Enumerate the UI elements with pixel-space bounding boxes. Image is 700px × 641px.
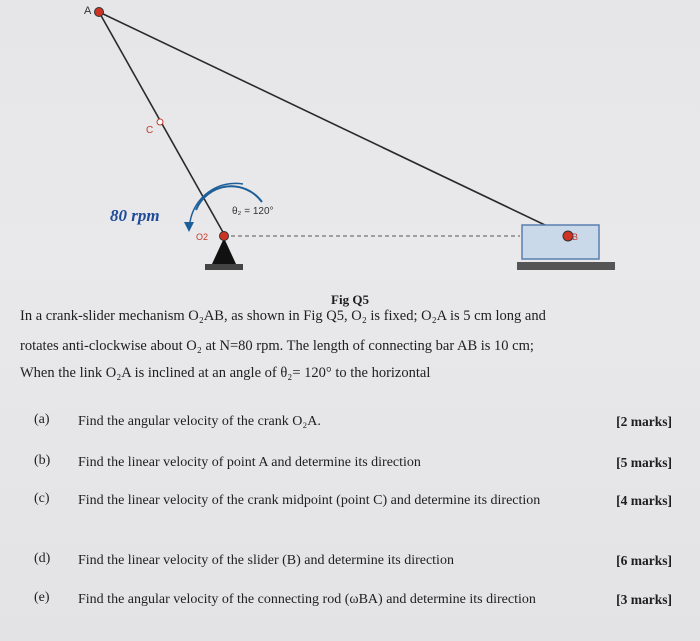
midpoint-c <box>157 119 163 125</box>
point-c-label: C <box>146 125 154 136</box>
question-e-text: Find the angular velocity of the connecting rod (ωBA) and determine its direction <box>78 592 536 607</box>
ground-pivot-icon <box>212 238 236 264</box>
question-e-marks: [3 marks] <box>616 592 672 607</box>
slider-block <box>522 225 599 259</box>
question-d-text: Find the linear velocity of the slider (B) and determine its direction <box>78 553 454 568</box>
arrow-head-icon <box>184 222 194 232</box>
connecting-rod-ab <box>99 12 568 236</box>
question-b-text: Find the linear velocity of point A and determine its direction <box>78 455 421 470</box>
intro-line-3: When the link O₂A is inclined at an angle of θ₂= 120° to the horizontal <box>20 365 431 381</box>
question-b-letter: (b) <box>34 453 51 468</box>
point-a-label: A <box>84 5 92 17</box>
question-c-text: Find the linear velocity of the crank midpoint (point C) and determine its direction <box>78 493 541 508</box>
question-c-letter: (c) <box>34 491 50 506</box>
question-a-text: Find the angular velocity of the crank O₂A. <box>78 414 321 429</box>
question-e-letter: (e) <box>34 590 50 605</box>
joint-a <box>95 8 104 17</box>
ground-base <box>205 264 243 270</box>
question-b-marks: [5 marks] <box>616 455 672 470</box>
question-c-marks: [4 marks] <box>616 493 672 508</box>
joint-o2 <box>220 232 229 241</box>
theta-label: θ₂ = 120° <box>232 206 274 217</box>
rpm-label: 80 rpm <box>110 206 160 225</box>
figure-caption: Fig Q5 <box>331 292 369 307</box>
point-b-label: B <box>572 232 579 242</box>
question-a-marks: [2 marks] <box>616 414 672 429</box>
slider-ground <box>517 262 615 270</box>
intro-line-2: rotates anti-clockwise about O₂ at N=80 rpm. The length of connecting bar AB is 10 cm; <box>20 338 534 354</box>
point-o2-label: O2 <box>196 232 209 242</box>
question-d-letter: (d) <box>34 551 51 566</box>
mechanism-figure <box>0 0 700 290</box>
intro-line-1: In a crank-slider mechanism O₂AB, as shown in Fig Q5, O₂ is fixed; O₂A is 5 cm long and <box>20 308 546 324</box>
question-d-marks: [6 marks] <box>616 553 672 568</box>
question-a-letter: (a) <box>34 412 50 427</box>
